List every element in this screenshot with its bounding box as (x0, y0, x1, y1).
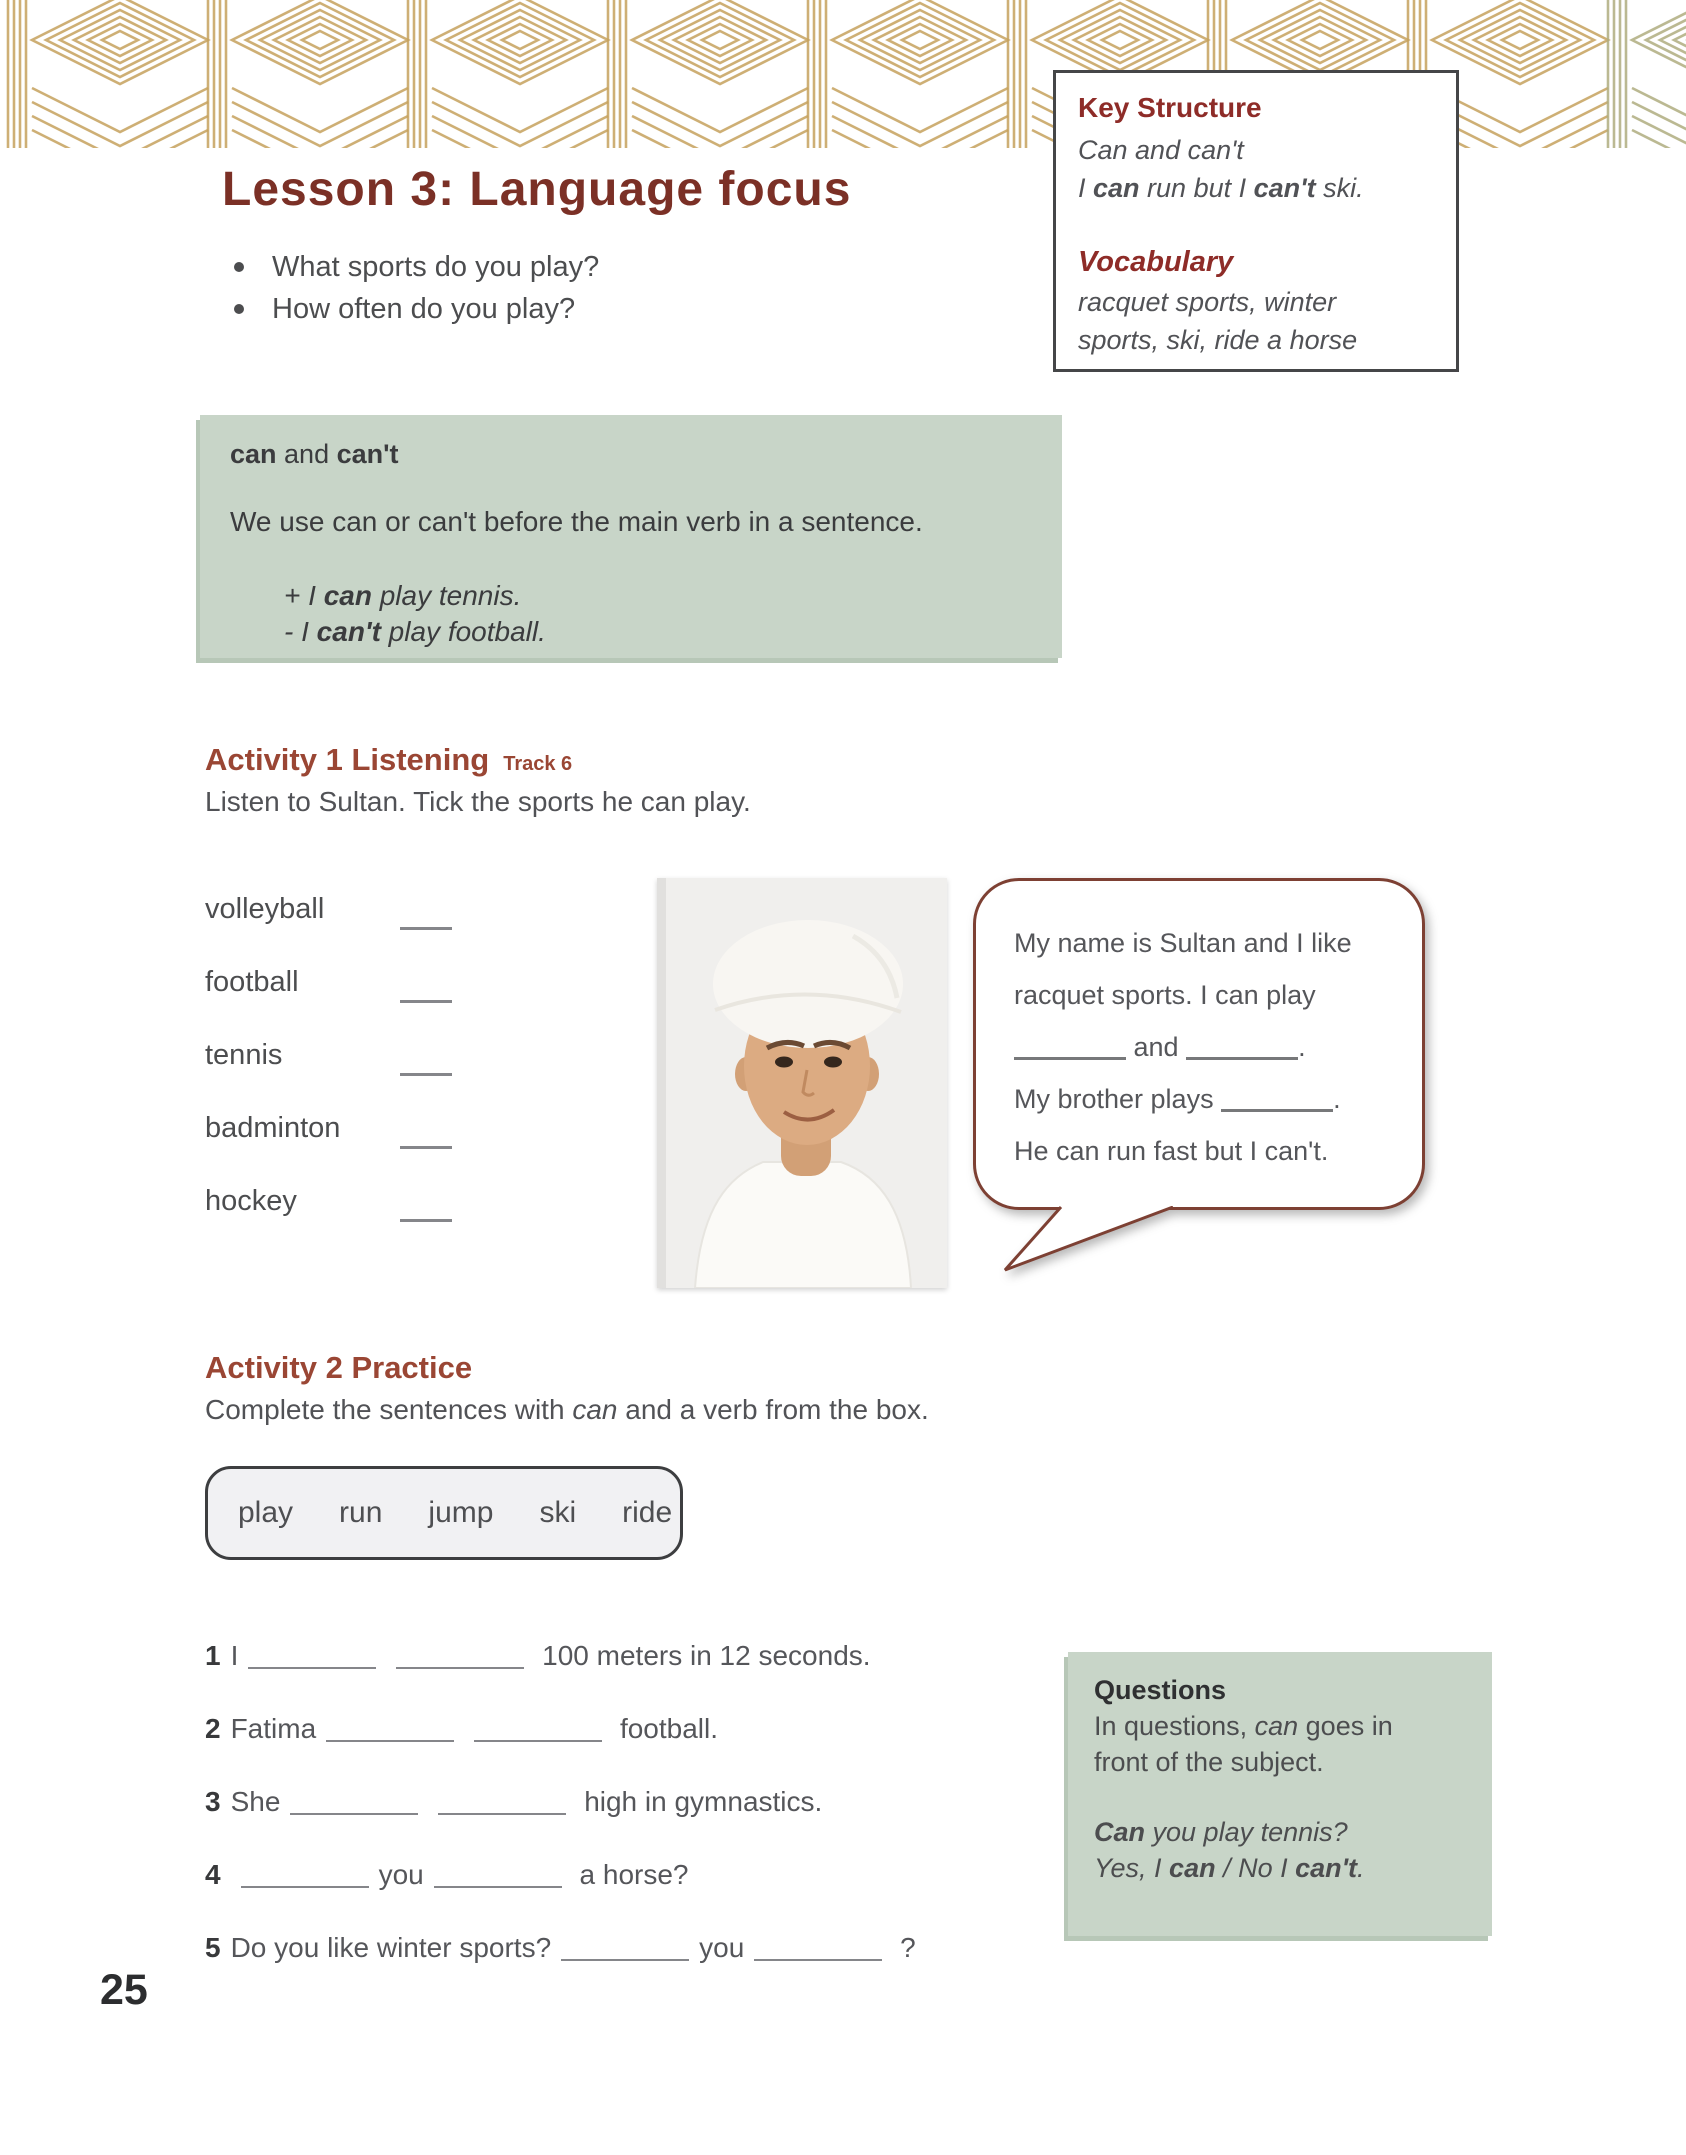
speech-line-2: racquet sports. I can play (1014, 980, 1316, 1010)
speech-line-1: My name is Sultan and I like (1014, 928, 1352, 958)
fill-blank (754, 1933, 882, 1961)
word-box-item: play (238, 1496, 294, 1529)
practice-sentences (205, 1640, 916, 2005)
sport-row (205, 1185, 452, 1258)
sport-row (205, 893, 452, 966)
speech-line-4: My brother plays . (1014, 1084, 1341, 1114)
grammar-box-rule: We use can or can't before the main verb in a sentence. (230, 506, 923, 537)
fill-blank (1186, 1033, 1298, 1060)
tick-blank (400, 901, 452, 930)
tick-blank (400, 1193, 452, 1222)
key-structure-example: I can run but I can't ski. (1078, 173, 1364, 203)
sentence-1: 1 I 100 meters in 12 seconds. (205, 1640, 871, 1671)
grammar-box (200, 415, 1062, 658)
fill-blank (290, 1787, 418, 1815)
grammar-negative-example: - I can't play football. (284, 616, 546, 647)
questions-rule-line-2: front of the subject. (1094, 1747, 1324, 1777)
sentence-3: 3 She high in gymnastics. (205, 1786, 823, 1817)
fill-blank (434, 1860, 562, 1888)
sports-checklist (205, 893, 452, 1258)
tick-blank (400, 1120, 452, 1149)
fill-blank (1221, 1085, 1333, 1112)
lesson-question: What sports do you play? (272, 250, 600, 283)
spacer (1094, 1780, 1466, 1814)
vocabulary-heading: Vocabulary (1078, 246, 1234, 278)
speech-line-3: and . (1014, 1021, 1388, 1073)
activity2-heading: Activity 2 Practice (205, 1350, 473, 1385)
questions-rule-line-1: In questions, can goes in (1094, 1711, 1393, 1741)
activity1-heading: Activity 1 Listening Track 6 (205, 742, 573, 777)
sultan-photo (657, 878, 947, 1288)
lesson-question: How often do you play? (272, 292, 576, 325)
track-label: Track 6 (503, 753, 573, 775)
key-structure-box (1053, 70, 1459, 372)
speech-bubble (973, 878, 1425, 1282)
sport-row (205, 1112, 452, 1185)
fill-blank (396, 1641, 524, 1669)
questions-box (1068, 1652, 1492, 1936)
tick-blank (400, 974, 452, 1003)
sport-label: football (205, 966, 299, 998)
sport-label: tennis (205, 1039, 283, 1071)
word-box-item: jump (428, 1496, 494, 1529)
sport-label: badminton (205, 1112, 341, 1144)
fill-blank (438, 1787, 566, 1815)
sport-row (205, 1039, 452, 1112)
verb-word-box (205, 1466, 683, 1560)
questions-example-answer: Yes, I can / No I can't. (1094, 1853, 1365, 1883)
word-box-item: ski (539, 1496, 577, 1529)
sentence-2: 2 Fatima football. (205, 1713, 719, 1744)
lesson-question-row (234, 246, 599, 288)
speech-line-5: He can run fast but I can't. (1014, 1136, 1329, 1166)
questions-heading: Questions (1094, 1675, 1227, 1705)
speech-bubble-body (973, 878, 1425, 1210)
vocabulary-line-1: racquet sports, winter (1078, 287, 1337, 317)
word-box-item: run (339, 1496, 383, 1529)
grammar-box-title: can and can't (230, 439, 399, 469)
word-box-item: ride (622, 1496, 673, 1529)
sentence-5: 5 Do you like winter sports? you ? (205, 1932, 916, 1963)
fill-blank (248, 1641, 376, 1669)
fill-blank (241, 1860, 369, 1888)
bullet-icon (234, 304, 244, 314)
page-number: 25 (100, 1966, 148, 2014)
fill-blank (474, 1714, 602, 1742)
lesson-question-row (234, 288, 599, 330)
lesson-questions (234, 246, 599, 330)
key-structure-heading: Key Structure (1078, 92, 1262, 123)
sentence-4: 4 you a horse? (205, 1859, 689, 1890)
activity1-instruction: Listen to Sultan. Tick the sports he can play. (205, 786, 751, 817)
speech-bubble-tail (1001, 1206, 1201, 1278)
grammar-positive-example: + I can play tennis. (284, 580, 522, 611)
fill-blank (561, 1933, 689, 1961)
key-structure-subheading: Can and can't (1078, 135, 1244, 165)
fill-blank (1014, 1033, 1126, 1060)
bullet-icon (234, 262, 244, 272)
sport-label: volleyball (205, 893, 325, 925)
vocabulary-line-2: sports, ski, ride a horse (1078, 325, 1358, 355)
questions-example-question: Can you play tennis? (1094, 1817, 1348, 1847)
sport-row (205, 966, 452, 1039)
page-title: Lesson 3: Language focus (222, 163, 852, 216)
tick-blank (400, 1047, 452, 1076)
activity2-instruction: Complete the sentences with can and a verb from the box. (205, 1394, 929, 1425)
sport-label: hockey (205, 1185, 297, 1217)
fill-blank (326, 1714, 454, 1742)
